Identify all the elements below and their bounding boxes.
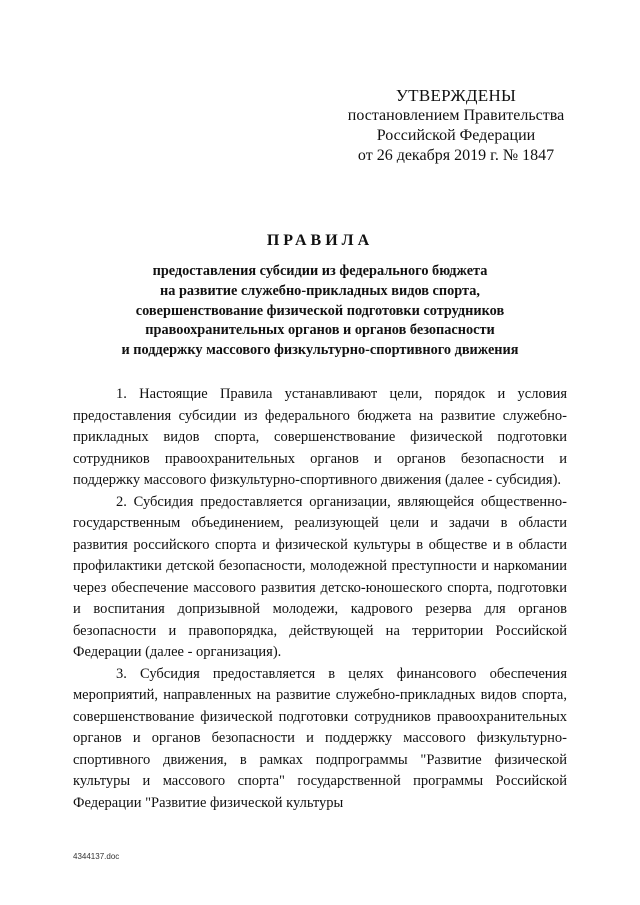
subtitle-line: на развитие служебно-прикладных видов спорта, [160,282,480,299]
document-body [73,384,567,814]
paragraph-2: 2. Субсидия предоставляется организации, являющейся общественно-государственным объединением, реализующей цели и задачи в области развития российского спорта и физической культуры в обществе и в области профилактики детской безопасности, молодежной преступности и наркомании через обеспечение массового развития детско-юношеского спорта, подготовки и воспитания допризывной молодежи, кадрового резерва для органов безопасности и правопорядка, действующей на территории Российской Федерации (далее - организация). [73,493,567,660]
document-title: ПРАВИЛА [266,232,374,249]
approval-government-line: Российской Федерации [376,127,536,144]
paragraph-1: 1. Настоящие Правила устанавливают цели, порядок и условия предоставления субсидии из федерального бюджета на развитие служебно-прикладных видов спорта, совершенствование физической подготовки сотрудников правоохранительных органов и органов безопасности и поддержку массового физкультурно-спортивного движения (далее - субсидия). [73,386,567,488]
approval-date-number-line: от 26 декабря 2019 г. № 1847 [357,147,555,164]
subtitle-line: и поддержку массового физкультурно-спортивного движения [121,342,519,359]
approval-block [336,86,576,166]
paragraph-3: 3. Субсидия предоставляется в целях финансового обеспечения мероприятий, направленных на развитие служебно-прикладных видов спорта, совершенствование физической подготовки сотрудников правоохранительных органов и органов безопасности и поддержку массового физкультурно-спортивного движения, в рамках подпрограммы "Развитие физической культуры и массового спорта" государственной программы Российской Федерации "Развитие физической культуры [73,665,567,811]
subtitle-line: совершенствование физической подготовки сотрудников [135,302,505,319]
approval-heading: УТВЕРЖДЕНЫ [395,86,517,105]
approval-resolution-line: постановлением Правительства [347,107,565,124]
subtitle-line: правоохранительных органов и органов безопасности [145,322,495,339]
file-name-footer: 4344137.doc [73,852,120,861]
document-subtitle [60,262,580,361]
subtitle-line: предоставления субсидии из федерального бюджета [152,263,488,279]
